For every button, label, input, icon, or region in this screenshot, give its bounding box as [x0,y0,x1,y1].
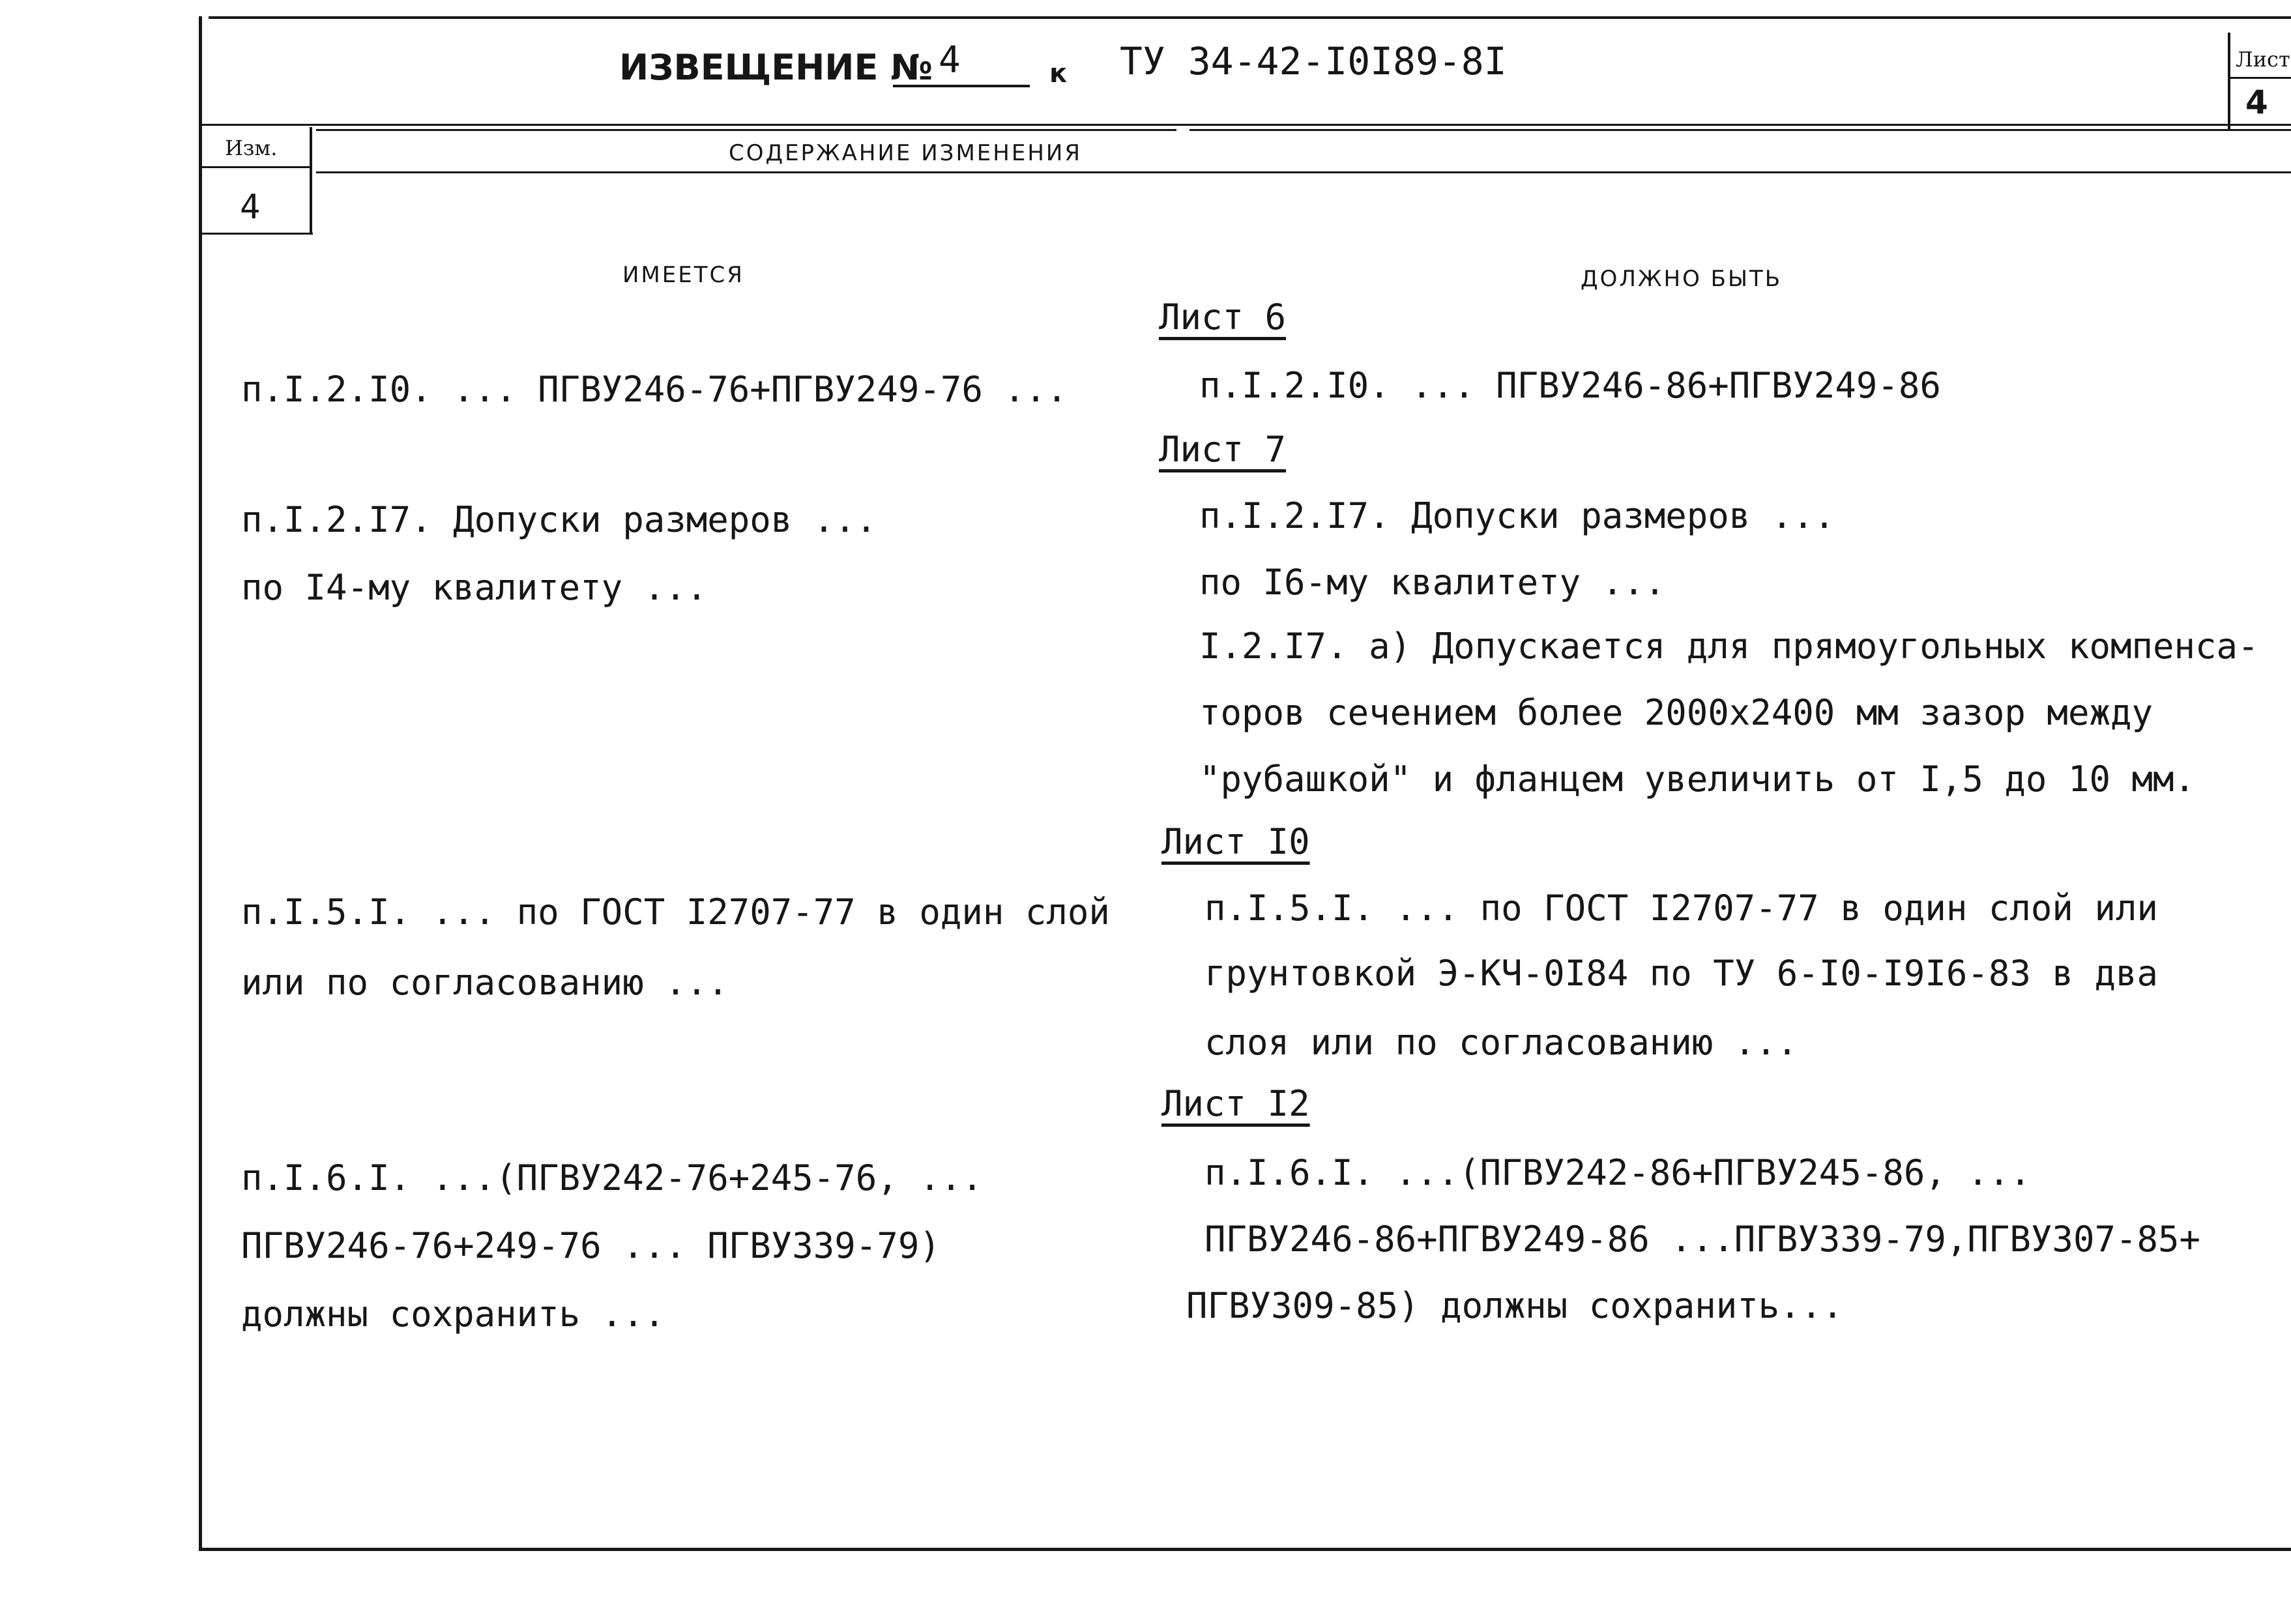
left-line: должны сохранить ... [241,1294,665,1335]
right-line: грунтовкой Э-КЧ-0I84 по ТУ 6-I0-I9I6-83 в два [1204,953,2158,994]
izm-label: Изм. [225,136,278,160]
header-divider [202,124,2291,126]
right-line: торов сечением более 2000х2400 мм зазор между [1199,692,2153,733]
left-line: по I4-му квалитету ... [241,567,708,608]
right-line: ПГВУ246-86+ПГВУ249-86 ...ПГВУ339-79,ПГВУ307-85+ [1204,1219,2201,1260]
frame-top-border [209,16,2291,19]
right-line: "рубашкой" и фланцем увеличить от I,5 до 10 мм. [1199,759,2196,800]
sheet-heading: Лист 7 [1159,429,1287,470]
right-line: п.I.6.I. ...(ПГВУ242-86+ПГВУ245-86, ... [1204,1152,2031,1193]
right-line: слоя или по согласованию ... [1204,1022,1798,1063]
right-line: ПГВУ309-85) должны сохранить... [1186,1285,1843,1326]
left-line: п.I.2.I7. Допуски размеров ... [241,499,877,540]
document-code: ТУ 34-42-I0I89-8I [1120,39,1507,83]
frame-left-border [199,16,202,1551]
right-line: п.I.2.I7. Допуски размеров ... [1199,495,1835,536]
content-label-top-rule [316,129,1176,131]
sheet-box-mid [2228,77,2291,79]
notice-title: ИЗВЕЩЕНИЕ № [619,47,933,88]
izm-value: 4 [240,188,261,227]
izm-box-right [310,127,312,235]
left-line: п.I.6.I. ...(ПГВУ242-76+245-76, ... [241,1157,983,1198]
notice-number: 4 [939,39,961,81]
sheet-heading: Лист I2 [1161,1083,1310,1124]
izm-box-mid [202,166,310,168]
right-line: п.I.2.I0. ... ПГВУ246-86+ПГВУ249-86 [1199,365,1941,406]
frame-bottom-border [199,1548,2291,1551]
content-label-top-rule-right [1189,129,2291,131]
column-left-heading: ИМЕЕТСЯ [622,262,744,288]
left-line: ПГВУ246-76+249-76 ... ПГВУ339-79) [241,1225,941,1266]
sheet-heading: Лист 6 [1159,297,1287,338]
sheet-box-left [2228,33,2230,130]
left-line: или по согласованию ... [241,962,729,1003]
column-right-heading: ДОЛЖНО БЫТЬ [1581,266,1783,292]
sheet-label: Лист [2236,47,2290,72]
right-line: I.2.I7. а) Допускается для прямоугольных компенса- [1199,626,2259,667]
content-label: СОДЕРЖАНИЕ ИЗМЕНЕНИЯ [729,140,1082,166]
sheet-number: 4 [2245,83,2268,121]
sheet-heading: Лист I0 [1161,821,1310,862]
right-line: п.I.5.I. ... по ГОСТ I2707-77 в один слой или [1204,888,2158,929]
content-label-bottom-rule [316,171,2291,173]
notice-to: к [1049,59,1068,89]
left-line: п.I.5.I. ... по ГОСТ I2707-77 в один слой [241,892,1110,933]
izm-box-bottom [202,233,313,235]
left-line: п.I.2.I0. ... ПГВУ246-76+ПГВУ249-76 ... [241,369,1068,410]
right-line: по I6-му квалитету ... [1199,562,1666,603]
